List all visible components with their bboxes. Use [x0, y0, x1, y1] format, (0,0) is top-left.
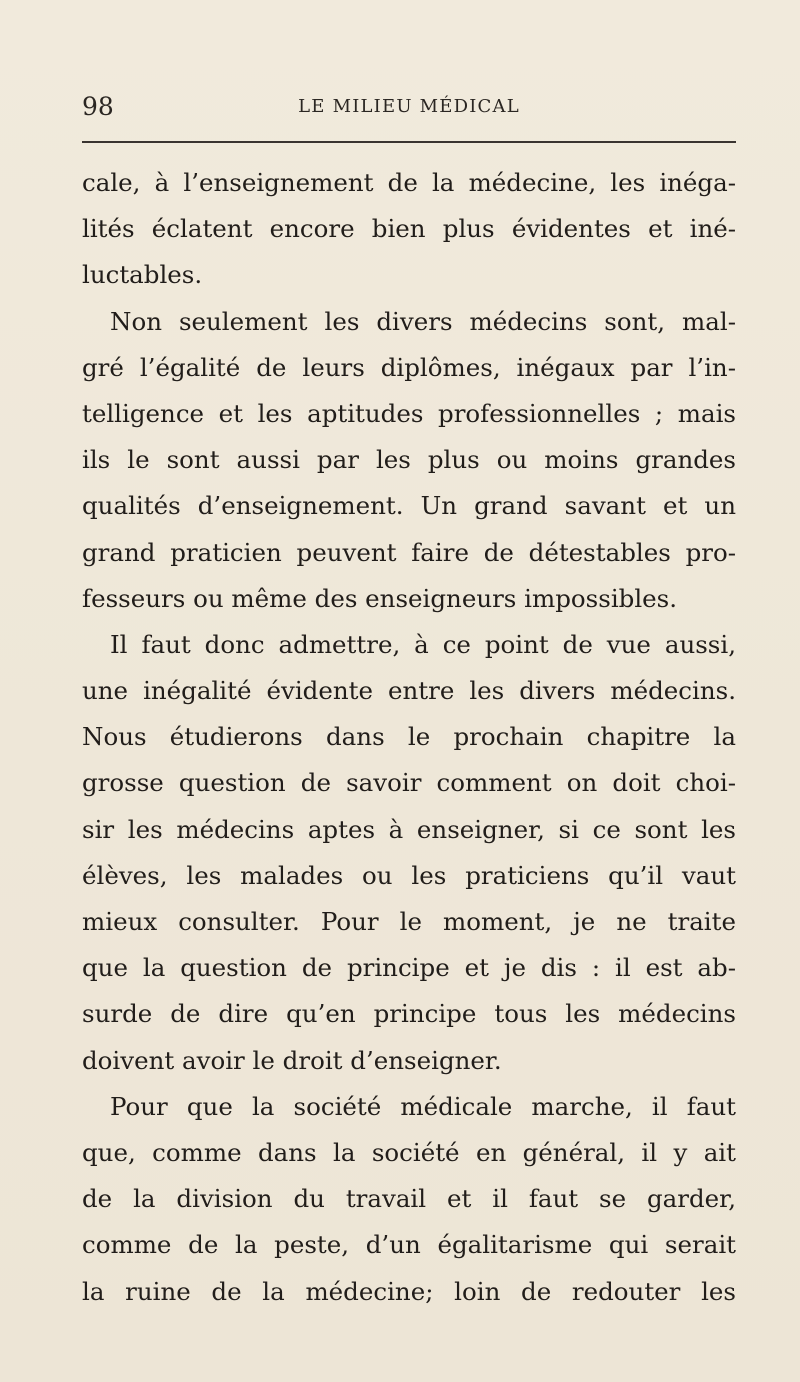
- text-line: qualités d’enseignement. Un grand savant et un: [82, 491, 736, 521]
- text-line: Pour que la société médicale marche, il faut: [110, 1091, 736, 1121]
- text-line: Il faut donc admettre, à ce point de vue aussi,: [110, 629, 736, 659]
- text-line: que, comme dans la société en général, il y ait: [82, 1137, 736, 1167]
- text-line: une inégalité évidente entre les divers médecins.: [82, 676, 736, 706]
- text-line: de la division du travail et il faut se garder,: [82, 1184, 736, 1214]
- text-line: mieux consulter. Pour le moment, je ne traite: [82, 907, 736, 936]
- text-line: que la question de principe et je dis : il est ab-: [82, 953, 736, 983]
- text-line: cale, à l’enseignement de la médecine, les inéga-: [82, 168, 736, 197]
- text-line: grosse question de savoir comment on doit choi-: [82, 768, 736, 798]
- text-line: lités éclatent encore bien plus évidentes et iné-: [82, 214, 736, 244]
- text-line: élèves, les malades ou les praticiens qu’il vaut: [82, 860, 736, 890]
- text-line: surde de dire qu’en principe tous les médecins: [82, 999, 736, 1029]
- running-title: LE MILIEU MÉDICAL: [298, 96, 520, 117]
- text-line: sir les médecins aptes à enseigner, si ce sont les: [82, 814, 736, 844]
- body-text: [82, 160, 736, 1315]
- page-number: 98: [82, 92, 114, 121]
- text-line: comme de la peste, d’un égalitarisme qui serait: [82, 1230, 736, 1260]
- text-line: luctables.: [82, 260, 203, 290]
- text-line: ils le sont aussi par les plus ou moins grandes: [82, 445, 736, 475]
- text-line: Nous étudierons dans le prochain chapitre la: [82, 722, 736, 752]
- text-line: grand praticien peuvent faire de détestables pro-: [82, 537, 736, 567]
- text-line: la ruine de la médecine; loin de redouter les: [82, 1276, 736, 1306]
- text-line: Non seulement les divers médecins sont, mal-: [110, 306, 736, 336]
- page-header: [82, 92, 736, 132]
- text-line: telligence et les aptitudes professionnelles ; mais: [82, 398, 736, 428]
- text-line: fesseurs ou même des enseigneurs impossibles.: [82, 583, 678, 613]
- text-line: gré l’égalité de leurs diplômes, inégaux par l’in-: [82, 352, 736, 382]
- text-line: doivent avoir le droit d’enseigner.: [82, 1045, 502, 1075]
- header-rule: [82, 141, 736, 143]
